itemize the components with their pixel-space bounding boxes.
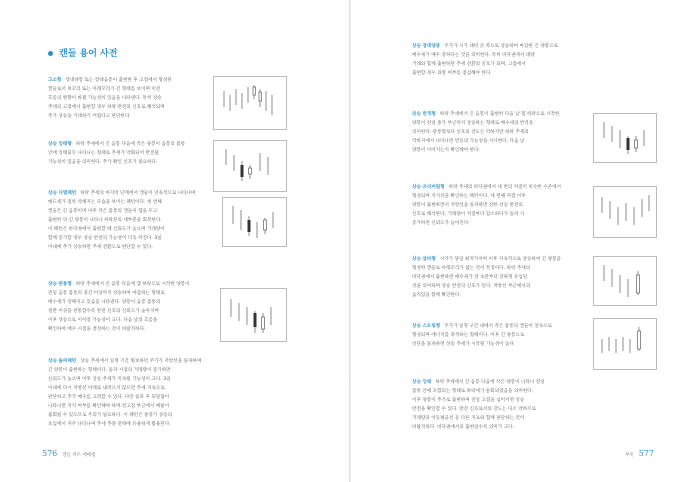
entry-line: 의미한다. 관통형보다 신호의 강도는 약하지만 하락 추세의 bbox=[412, 130, 529, 135]
entry-line: 하락 추세에서 긴 음봉 다음에 작은 양봉이 나타나 전일 bbox=[435, 380, 545, 385]
entry-line: 주가가 일정 구간 내에서 작은 몸통의 캔들이 연속으로 bbox=[444, 324, 553, 329]
entry-line: 안에 잉태되듯 나타나는 형태로 추세가 약화되어 반전될 bbox=[48, 151, 159, 156]
entry-line: 양봉이 이어지는지 확인해야 한다. bbox=[412, 148, 480, 153]
entry-term: 상승 반격형 bbox=[412, 112, 436, 117]
candle-chart-8 bbox=[593, 318, 657, 370]
glossary-entry bbox=[412, 183, 582, 228]
entry-term: 상승 잉태형 bbox=[48, 142, 72, 147]
entry-line: 것을 의미하며 상승 반전의 신호가 된다. 저항선 부근에서의 bbox=[412, 284, 531, 289]
right-page-footer bbox=[625, 449, 654, 458]
running-footer: 캔들 차트 매매법 bbox=[62, 453, 96, 458]
entry-line: 출회될 수 있으므로 주의가 필요하다. 이 패턴은 중장기 상승의 bbox=[48, 413, 173, 418]
entry-line: 흐름의 방향이 바뀔 가능성이 있음을 나타낸다. 특히 상승 bbox=[48, 96, 162, 101]
entry-term: 상승 쓰리버텀형 bbox=[412, 185, 445, 190]
glossary-entry bbox=[412, 378, 652, 432]
bullet-icon bbox=[48, 51, 53, 56]
candle-chart-svg bbox=[594, 257, 656, 305]
entry-term: 상승 잉태 bbox=[412, 380, 432, 385]
glossary-entry bbox=[48, 140, 198, 167]
running-footer: 부록 bbox=[625, 453, 634, 458]
entry-line: 매도세가 점차 약해지는 모습을 보이는 패턴이다. 첫 번째 bbox=[48, 200, 162, 205]
entry-line: 출현한 뒤 긴 양봉이 나타나 하락분의 대부분을 회복한다. bbox=[48, 218, 162, 223]
entry-line: 매수세가 강해지고 있음을 나타낸다. 양봉이 음봉 몸통의 bbox=[48, 300, 161, 305]
entry-line: 장대양봉 또는 장대음봉이 출현한 후 고점에서 형성된 bbox=[65, 78, 172, 83]
entry-line: 함께 증가할 경우 상승 반전의 가능성이 더욱 커진다. 3일 bbox=[48, 236, 162, 241]
entry-term: 상승 샅바형 bbox=[412, 257, 436, 262]
entry-term: 상승 돌파패턴 bbox=[48, 359, 77, 364]
entry-line: 시가가 당일 최저가이며 이후 지속적으로 상승하여 긴 양봉을 bbox=[439, 257, 561, 262]
entry-line: 바닥권에서 출현하면 매수세가 장 초반부터 강하게 유입된 bbox=[412, 275, 528, 280]
entry-line: 하락 추세에서 긴 음봉 다음에 갭 하락으로 시작한 양봉이 bbox=[75, 282, 190, 287]
entry-term: 상승 다별패턴 bbox=[48, 191, 77, 196]
candle-chart-1 bbox=[213, 76, 287, 130]
entry-line: 반전을 확인할 수 있다. 반전 신호로서의 강도는 다소 약하므로 bbox=[412, 407, 537, 412]
entry-line: 확인하여 매수 시점을 결정하는 것이 바람직하다. bbox=[48, 327, 146, 332]
candle-chart-6 bbox=[593, 186, 657, 238]
entry-line: 긴 양봉이 출현하는 형태이다. 돌파 시점의 거래량이 증가하면 bbox=[48, 368, 171, 373]
entry-line: 거래량과 이동평균선 등 다른 지표와 함께 판단하는 것이 bbox=[412, 416, 525, 421]
glossary-entry bbox=[48, 189, 208, 252]
entry-line: 거래와 함께 출현하면 추세 전환의 신호가 되며, 고점에서 bbox=[412, 62, 526, 67]
entry-line: 가능성이 있음을 의미한다. 추가 확인 신호가 필요하다. bbox=[48, 160, 158, 165]
entry-line: 이 패턴은 바닥권에서 출현할 때 신뢰도가 높으며 거래량이 bbox=[48, 227, 165, 232]
entry-line: 형성되며 지지선을 확인하는 패턴이다. 세 번째 저점 이후 bbox=[412, 194, 526, 199]
page-number: 577 bbox=[638, 449, 654, 458]
entry-line: 하락 추세의 마지막 단계에서 캔들이 연속적으로 나타나며 bbox=[80, 191, 196, 196]
entry-line: 이내에 다시 저항선 아래로 내려오지 않으면 추세 지속으로 bbox=[48, 386, 165, 391]
candle-chart-svg bbox=[221, 289, 286, 341]
entry-line: 형성한 캔들로 아래꼬리가 없는 것이 특징이다. 하락 추세의 bbox=[412, 266, 531, 271]
entry-line: 이후 상승으로 이어질 가능성이 크다. 다음 날의 흐름을 bbox=[48, 318, 158, 323]
entry-line: 바람직하다. 바닥권에서의 출현일수록 의미가 크다. bbox=[412, 425, 514, 430]
entry-line: 양봉이 전일 종가 부근까지 상승하는 형태로 매수세의 반격을 bbox=[412, 121, 534, 126]
candle-chart-svg bbox=[223, 198, 286, 246]
entry-term: 상승 장대양봉 bbox=[412, 44, 441, 49]
candle-chart-svg bbox=[594, 114, 656, 162]
entry-line: 움직임을 함께 확인한다. bbox=[412, 293, 461, 298]
entry-line: 출현할 경우 과열 여부를 점검해야 한다. bbox=[412, 71, 492, 76]
entry-line: 판단하고 추가 매수를 고려할 수 있다. 다만 돌파 후 되밀림이 bbox=[48, 395, 170, 400]
candle-chart-svg bbox=[594, 319, 656, 369]
entry-line: 캔들로서 위꼬리 또는 아래꼬리가 긴 형태를 보이며 이전 bbox=[48, 87, 161, 92]
entry-line: 이내에 추가 상승하면 추세 전환으로 판단할 수 있다. bbox=[48, 245, 153, 250]
entry-line: 막바지에서 나타나면 반등의 가능성을 시사한다. 다음 날 bbox=[412, 139, 525, 144]
entry-line: 양봉이 출현하면서 저항선을 돌파하면 강한 상승 반전의 bbox=[412, 203, 523, 208]
entry-line: 이후 양봉이 추가로 출현하며 전일 고점을 넘어서면 상승 bbox=[412, 398, 525, 403]
entry-line: 몸통 안에 포함되는 형태로 하락세가 둔화되었음을 의미한다. bbox=[412, 389, 534, 394]
glossary-entry bbox=[412, 322, 582, 349]
entry-line: 매수세가 매우 강하다는 것을 의미한다. 특히 바닥권에서 대량 bbox=[412, 53, 535, 58]
entry-line: 추가 상승을 기대하기 어렵다고 판단한다. bbox=[48, 114, 131, 119]
entry-line: 초입에서 자주 나타나며 추세 추종 전략에 유용하게 활용된다. bbox=[48, 422, 171, 427]
entry-line: 상승 추세에서 일정 기간 횡보하던 주가가 저항선을 돌파하며 bbox=[80, 359, 202, 364]
page-gutter bbox=[349, 0, 351, 482]
candle-chart-3 bbox=[222, 197, 287, 247]
entry-line: 나타나면 지지 여부를 확인해야 하며 전고점 부근에서 매물이 bbox=[48, 404, 170, 409]
candle-chart-svg bbox=[214, 77, 286, 129]
entry-line: 캔들은 긴 음봉이며 이후 작은 몸통의 캔들이 갭을 두고 bbox=[48, 209, 158, 214]
section-heading bbox=[48, 46, 117, 59]
candle-chart-2 bbox=[213, 140, 287, 192]
glossary-entry bbox=[48, 357, 288, 429]
entry-line: 절반 이상을 관통할수록 반전 신호의 신뢰도가 높아지며 bbox=[48, 309, 159, 314]
entry-term: 상승 스트링형 bbox=[412, 324, 441, 329]
glossary-entry bbox=[412, 42, 652, 78]
entry-line: 하락 추세에서 긴 음봉이 출현한 다음 날 갭 하락으로 시작한 bbox=[439, 112, 560, 117]
glossary-entry bbox=[48, 76, 198, 121]
entry-term: 고소형 bbox=[48, 78, 62, 83]
entry-line: 신호로 해석한다. 거래량이 저점마다 감소하다가 돌파 시 bbox=[412, 212, 525, 217]
entry-line: 하락 추세에서 긴 음봉 다음에 작은 양봉이 음봉의 몸통 bbox=[75, 142, 186, 147]
entry-line: 상단을 돌파하면 상승 추세가 시작될 가능성이 높다. bbox=[412, 342, 516, 347]
candle-chart-5 bbox=[593, 113, 657, 163]
glossary-entry bbox=[412, 255, 582, 300]
glossary-entry bbox=[48, 280, 208, 334]
candle-chart-svg bbox=[214, 141, 286, 191]
entry-line: 전일 음봉 몸통의 중간 이상까지 상승하여 마감하는 형태로 bbox=[48, 291, 165, 296]
candle-chart-4 bbox=[220, 288, 287, 342]
entry-term: 상승 관통형 bbox=[48, 282, 72, 287]
page-number: 576 bbox=[42, 449, 58, 458]
glossary-entry bbox=[412, 110, 582, 155]
candle-chart-7 bbox=[593, 256, 657, 306]
entry-line: 증가하면 신뢰도가 높아진다. bbox=[412, 221, 470, 226]
section-heading-text: 캔들 용어 사전 bbox=[59, 49, 118, 59]
candle-chart-svg bbox=[594, 187, 656, 237]
entry-line: 하락 추세의 바닥권에서 세 번의 저점이 비슷한 수준에서 bbox=[448, 185, 561, 190]
left-page-footer bbox=[42, 449, 96, 458]
entry-line: 신뢰도가 높으며 이후 상승 추세가 지속될 가능성이 크다. 3일 bbox=[48, 377, 171, 382]
entry-line: 형성되며 에너지를 축적하는 형태이다. 이후 긴 양봉으로 bbox=[412, 333, 525, 338]
entry-line: 주가가 시가 대비 큰 폭으로 상승하여 마감한 긴 양봉으로 bbox=[444, 44, 558, 49]
entry-line: 추세의 고점에서 출현할 경우 하락 반전의 신호로 해석되며 bbox=[48, 105, 165, 110]
